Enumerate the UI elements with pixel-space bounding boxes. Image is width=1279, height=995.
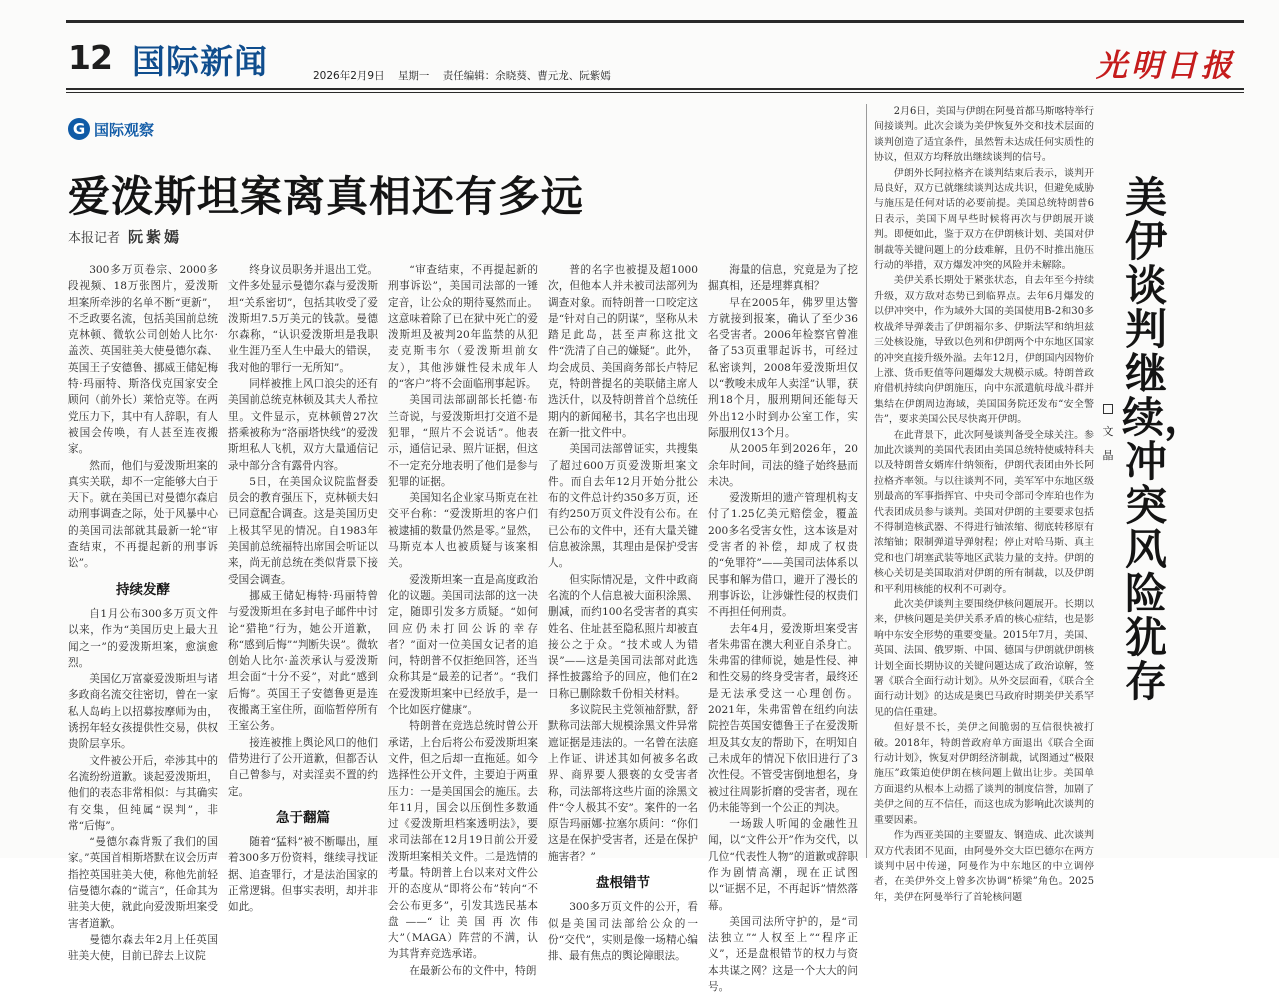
- paragraph: “审查结束，不再提起新的刑事诉讼”，美国司法部的一锤定音，让公众的期待戛然而止。这意味着除了已在狱中死亡的爱泼斯坦及被判20年监禁的从犯麦克斯韦尔（爱泼斯坦前女友），其他涉嫌性侵未成年人的“客户”将不会面临刑事起诉。: [388, 264, 538, 391]
- paragraph: 但实际情况是，文件中政商名流的个人信息被大面积涂黑、删减，而约100名受害者的真实姓名、住址甚至隐私照片却被直接公之于众。“技术或人为错误”——这是美国司法部对此选择性披露给予的回应，他们在2日称已删除数千份相关材料。: [548, 573, 698, 700]
- paragraph: 终身议员职务并退出工党。文件多处显示曼德尔森与爱泼斯坦“关系密切”，包括其收受了爱泼斯坦7.5万美元的钱款。曼德尔森称，“认识爱泼斯坦是我职业生涯乃至人生中最大的错误，我对他的罪行一无所知”。: [228, 264, 378, 374]
- paragraph: 接连被推上舆论风口的他们借势进行了公开道歉，但都否认自己曾参与，对卖淫卖不置的约定。: [228, 736, 378, 798]
- paragraph: 多议院民主党领袖舒默，舒默称司法部大规模涂黑文件异常遮证据是违法的。一名曾在法庭上作证、讲述其如何被多名政界、商界要人猥亵的女受害者称，司法部将这些片面的涂黑文件“令人极其不安”。案件的一名原告玛丽娜·拉塞尔质问：“你们这是在保护受害者，还是在保护施害者？”: [548, 704, 698, 863]
- byline: [68, 226, 182, 247]
- article-column-2: [228, 262, 378, 914]
- column-label: [68, 118, 154, 140]
- paragraph: 300多万页文件的公开，看似是美国司法部给公众的一份“交代”，实则是像一场精心编排、最有焦点的舆论障眼法。: [548, 901, 698, 963]
- paragraph: 此次美伊谈判主要围绕伊核问题展开。长期以来，伊核问题是美伊关系矛盾的核心症结，也是影响中东安全形势的重要变量。2015年7月，美国、英国、法国、俄罗斯、中国、德国与伊朗就伊朗核计划全面长期协议的关键问题达成了政治谅解，签署《联合全面行动计划》。从外交层面看，《联合全面行动计划》的达成是奥巴马政府时期美伊关系罕见的信任重建。: [874, 599, 1094, 718]
- paragraph: 随着“猛料”被不断曝出，厘着300多万份资料，继续寻找证据、追查罪行，才是法治国家的正常逻辑。但事实表明，却并非如此。: [228, 836, 378, 914]
- article-column-1: [68, 262, 218, 963]
- paragraph: “曼德尔森背叛了我们的国家。”英国首相斯塔默在议会历声指控英国驻美大使，称他先前轻信曼德尔森的“谎言”，任命其为驻美大使，就此向爱泼斯坦案受害者道歉。: [68, 836, 218, 930]
- paragraph: 美伊关系长期处于紧张状态，自去年至今持续升级，双方敌对态势已到临界点。去年6月爆发的以伊冲突中，作为域外大国的美国使用B-2和30多枚战斧导弹袭击了伊朗福尔多、伊斯法罕和纳坦兹三处核设施，导致以色列和伊朗两个中东地区国家的冲突直接升级外溢。去年12月，伊朗国内因物价上涨、货币贬值等问题爆发大规模示威。特朗普政府借机持续向伊朗施压，向中东派遣航母战斗群并集结在伊朗周边海域，美国国务院还发布“安全警告”，要求美国公民尽快离开伊朗。: [874, 275, 1094, 426]
- paragraph: 美国亿万富豪爱泼斯坦与诸多政商名流交往密切，曾在一家私人岛屿上以招募按摩师为由，诱拐年轻女孩提供性交易，供权贵阶层享乐。: [68, 673, 218, 751]
- page-number: 12: [68, 38, 112, 77]
- subheading: 盘根错节: [596, 874, 650, 891]
- paragraph: 在最新公布的文件中，特朗: [409, 964, 537, 977]
- paragraph: 海量的信息，究竟是为了挖掘真相，还是埋葬真相？: [708, 264, 858, 293]
- issue-weekday: 星期一: [397, 70, 430, 82]
- header-rule-thin: [66, 92, 1244, 93]
- article-column-3: [388, 262, 538, 977]
- paragraph: 美国知名企业家马斯克在社交平台称：“爱泼斯坦的客户们被逮捕的数量仍然是零。”显然，马斯克本人也被质疑与该案相关。: [388, 492, 538, 570]
- header-rule: [66, 88, 1244, 90]
- paragraph: 美国司法部副部长托德·布兰奇说，与爱泼斯坦打交道不是犯罪，“照片不会说话”。他表示，通信记录、照片证据，但这不一定充分地表明了他们是参与犯罪的证据。: [388, 394, 538, 488]
- issue-date: 2026年2月9日: [313, 70, 385, 82]
- subheading: 持续发酵: [116, 581, 170, 598]
- byline-label: 本报记者: [68, 231, 121, 246]
- paragraph: 从2005年到2026年，20余年时间，司法的缝子始终悬而未决。: [708, 443, 858, 488]
- paragraph: 爱泼斯坦案一直是高度政治化的议题。美国司法部的这一决定，随即引发多方质疑。“如何回应仍未打回公诉的幸存者？”面对一位美国女记者的追问，特朗普不仅拒绝回答，还当众称其是“最差的记者”。“我们在爱泼斯坦案中已经放手，是一个比如医疗健康”。: [388, 573, 538, 717]
- article-headline: 爱泼斯坦案离真相还有多远: [68, 172, 585, 221]
- column-label-text: 国际观察: [94, 120, 155, 139]
- paragraph: 然而，他们与爱泼斯坦案的真实关联，却不一定能够大白于天下。就在美国已对曼德尔森启动刑事调查之际，处于风暴中心的美国司法部就其最新一轮“审查结束，不再提起新的刑事诉讼”。: [68, 459, 218, 570]
- paragraph: 自1月公布300多万页文件以来，作为“美国历史上最大丑闻之一”的爱泼斯坦案，愈演愈烈。: [68, 607, 218, 669]
- paragraph: 5日，在美国众议院监督委员会的教育强压下，克林顿夫妇已同意配合调查。这是美国历史上极其罕见的情况。自1983年美国前总统福特出席国会听证以来，尚无前总统在类似背景下接受国会调查。: [228, 475, 378, 586]
- column-divider: [866, 104, 867, 858]
- article-column-4: [548, 262, 698, 963]
- side-article-column: [874, 104, 1094, 903]
- paragraph: 在此背景下，此次阿曼谈判备受全球关注。参加此次谈判的美国代表团由美国总统特使威特科夫以及特朗普女婿库什纳领衔，伊朗代表团由外长阿拉格齐率领。与以往谈判不同，美军军中东地区级别最高的军事指挥官、中央司令部司令库珀也作为代表团成员参与谈判。美国对伊朗的主要要求包括不得制造核武器、不得进行铀浓缩、彻底转移原有浓缩铀；限制弹道导弹射程；停止对哈马斯、真主党和也门胡塞武装等地区武装力量的支持。伊朗的核心关切是美国取消对伊朗的所有制裁，以及伊朗和平利用核能的权利不可剥夺。: [874, 429, 1094, 595]
- side-author: 文晶: [1102, 425, 1114, 462]
- paragraph: 早在2005年，佛罗里达警方就接到报案，确认了至少36名受害者。2006年检察官曾准备了53页重罪起诉书，可经过私密谈判，2008年爱泼斯坦仅以“教唆未成年人卖淫”认罪，获刑18个月，服刑期间还能每天外出12小时到办公室工作，实际服刑仅13个月。: [708, 296, 858, 439]
- paragraph: 300多万页卷宗、2000多段视频、18万张图片，爱泼斯坦案所牵涉的名单不断“更新”，不乏政要名流，包括美国前总统克林顿、微软公司创始人比尔·盖茨、英国驻美大使曼德尔森、英国王子安德鲁、挪威王储妃梅特·玛丽特、斯洛伐克国家安全顾问（前外长）莱恰克等。在两党压力下，其中有人辞职，有人被国会传唤，有人甚至连夜搬家。: [68, 264, 218, 456]
- paragraph: 伊朗外长阿拉格齐在谈判结束后表示，谈判开局良好，双方已就继续谈判达成共识，但避免威胁与施压是任何对话的必要前提。美国总统特朗普6日表示，美国下周早些时候将再次与伊朗展开谈判。即便如此，鉴于双方在伊朗核计划、美国对伊制裁等关键问题上的分歧难解，且仍不时推出施压行动的举措，双方爆发冲突的风险并未解除。: [874, 167, 1094, 272]
- paragraph: 曼德尔森去年2月上任英国驻美大使，目前已辞去上议院: [68, 933, 218, 963]
- paragraph: 挪威王储妃梅特·玛丽特曾与爱泼斯坦在多封电子邮件中讨论“猎艳”行为，她公开道歉，称“感到后悔”“判断失误”。微软创始人比尔·盖茨承认与爱泼斯坦会面“十分不妥”，对此“感到后悔”。英国王子安德鲁更是连夜搬离王室住所，面临暂停所有王室公务。: [228, 589, 378, 733]
- column-logo-icon: G: [68, 118, 90, 140]
- editors: 责任编辑：余晓葵、曹元龙、阮紫嫣: [442, 70, 611, 82]
- issue-meta: [313, 68, 621, 83]
- author-box-icon: [1103, 404, 1113, 414]
- paragraph: 特朗普在竞选总统时曾公开承诺，上台后将公布爱泼斯坦案文件，但之后却一直拖延。如今选择性公开文件，主要迫于两重压力：一是美国国会的施压。去年11月，国会以压倒性多数通过《爱泼斯坦档案透明法》，要求司法部在12月19日前公开爱泼斯坦案相关文件。二是选情的考量。特朗普上台以来对文件公开的态度从“即将公布”转向“不会公布更多”，引发其选民基本盘——“让美国再次伟大”（MAGA）阵营的不满，认为其背弃竞选承诺。: [388, 720, 538, 961]
- paragraph: 同样被推上风口浪尖的还有美国前总统克林顿及其夫人希拉里。文件显示，克林顿曾27次搭乘被称为“洛丽塔快线”的爱泼斯坦私人飞机，双方大量通信记录中部分含有露骨内容。: [228, 378, 378, 472]
- paragraph: 作为西亚美国的主要盟友、钢造成、此次谈判双方代表团不见面，由阿曼外交大臣巴德尔在两方谈判中居中传递，阿曼作为中东地区的中立调停者，在美伊外交上曾多次协调“桥梁”角色。2025年，美伊在阿曼举行了首轮核问题: [874, 830, 1094, 903]
- byline-name: 阮紫嫣: [128, 228, 183, 246]
- paragraph: 一场跋人听闻的金融性丑闻，以“文件公开”作为交代，以几位“代表性人物”的道歉或辞职作为剧情高潮，现在正试图以“证据不足，不再起诉”情然落幕。: [708, 818, 858, 912]
- brand-logo: 光明日报: [1096, 48, 1236, 84]
- section-title: 国际新闻: [132, 42, 268, 81]
- paragraph: 去年4月，爱泼斯坦案受害者朱弗雷在澳大利亚自杀身亡。朱弗雷的律师说，她是性侵、神和性交易的终身受害者，最终还是无法承受这一心理创伤。2021年，朱弗雷曾在纽约向法院控告英国安德鲁王子在爱泼斯坦及其女友的帮助下，在明知自己未成年的情况下依旧进行了3次性侵。不管受害倒地想名，身被过往周影折磨的受害者，现在仍未能等到一个公正的判决。: [708, 622, 858, 814]
- side-headline: 美伊谈判继续，冲突风险犹存: [1122, 173, 1207, 706]
- paragraph: 美国司法部曾证实，共搜集了超过600万页爱泼斯坦案文件。而自去年12月开始分批公布的文件总计约350多万页，还有约250万页文件没有公布。在已公布的文件中，还有大量关键信息被涂黑，其理由是保护受害人。: [548, 443, 698, 570]
- top-rule: [66, 20, 1244, 23]
- article-column-5: [708, 262, 858, 994]
- paragraph: 美国司法所守护的，是“司法独立”“人权至上”“程序正义”，还是盘根错节的权力与资本共谋之网？这是一个大大的问号。: [708, 915, 858, 994]
- paragraph: 爱泼斯坦的遗产管理机构支付了1.25亿美元赔偿金，覆盖200多名受害女性，这本该是对受害者的补偿，却成了权贵的“免罪符”——美国司法体系以民事和解为借口，避开了漫长的刑事诉讼，让涉嫌性侵的权贵们不再担任何刑责。: [708, 492, 858, 619]
- paragraph: 2月6日，美国与伊朗在阿曼首都马斯喀特举行间接谈判。此次会谈为美伊恢复外交和技术层面的谈判创造了适宜条件，虽然暂未达成任何实质性的协议，但双方均释放出继续谈判的信号。: [874, 106, 1094, 164]
- paragraph: 普的名字也被提及超1000次，但他本人并未被司法部列为调查对象。而特朗普一口咬定这是“针对自己的阴谋”，坚称从未踏足此岛，甚至声称这批文件“洗清了自己的嫌疑”。此外，均会成员、美国商务部长卢特尼克，特朗普提名的美联储主席人选沃什，以及特朗普首个总统任期内的新闻秘书，其名字也出现在新一批文件中。: [548, 264, 698, 439]
- paragraph: 但好景不长，美伊之间脆弱的互信很快被打破。2018年，特朗普政府单方面退出《联合全面行动计划》，恢复对伊朗经济制裁，试图通过“极限施压”政策迫使伊朗在核问题上做出让步。美国单方面退约从根本上动摇了谈判的制度信誉，加剧了美伊之间的互不信任，而这也成为影响此次谈判的重要因素。: [874, 722, 1094, 826]
- subheading: 急于翻篇: [276, 809, 330, 826]
- paragraph: 文件被公开后，牵涉其中的名流纷纷道歉。谈起爱泼斯坦，他们的表态非常相似：与其确实有交集，但纯属“误判”，非常“后悔”。: [68, 754, 218, 832]
